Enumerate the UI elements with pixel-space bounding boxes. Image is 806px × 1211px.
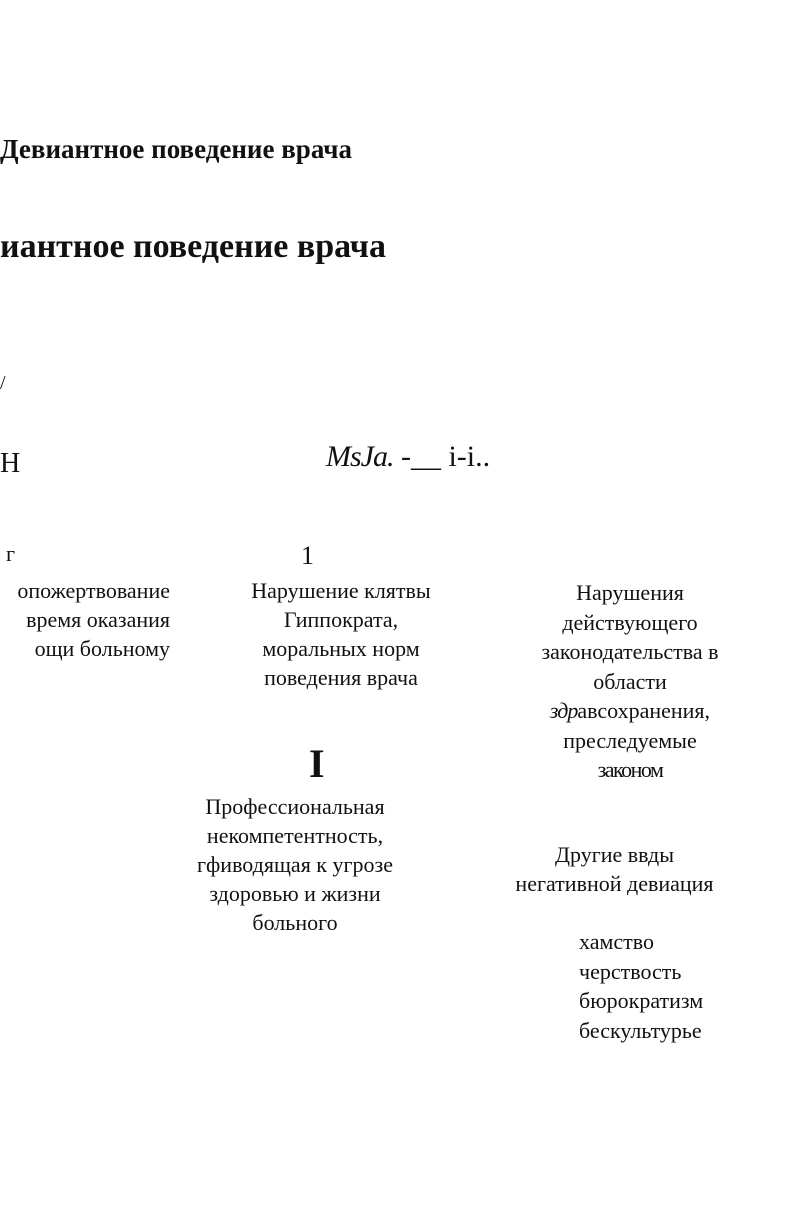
block-line: больного [252, 910, 338, 935]
other-deviation-block [492, 840, 737, 898]
block-line: Нарушения [576, 580, 684, 605]
block-line: преследуемые [563, 727, 697, 753]
block-line: законом [597, 757, 663, 782]
block-line: время оказания [26, 607, 170, 632]
scribble-italic: MsJa. [326, 440, 394, 473]
list-item: черствость [579, 958, 682, 984]
list-item: хамство [579, 929, 655, 954]
healthcare-italic-fragment: здр [549, 698, 578, 723]
roman-numeral-one: I [309, 741, 325, 786]
list-item: бюрократизм [579, 988, 704, 1013]
law-violation-block [520, 578, 740, 785]
block-line: моральных норм [262, 636, 420, 661]
block-line: Другие ввды [555, 842, 674, 867]
block-line [520, 696, 740, 726]
other-deviation-list [579, 927, 703, 1045]
stray-mark: / [0, 372, 6, 394]
block-line: Нарушение клятвы [251, 578, 431, 603]
self-sacrifice-block [0, 576, 170, 663]
block-line: опожертвование [17, 578, 170, 603]
block-line: некомпетентность, [206, 823, 384, 848]
page-title-large: иантное поведение врача [0, 228, 386, 265]
block-line: негативной девиация [515, 871, 714, 896]
block-line: поведения врача [264, 665, 418, 690]
block-line: области [593, 668, 667, 694]
number-one-label: 1 [301, 541, 314, 570]
hippocratic-oath-block [231, 576, 451, 692]
page-title-small: Девиантное поведение врача [0, 134, 352, 164]
block-line: Гиппократа, [283, 607, 399, 632]
block-line: законодательства в [541, 639, 719, 664]
scanned-scribble [326, 440, 490, 474]
left-edge-mark: г [6, 541, 16, 566]
professional-incompetence-block [180, 792, 410, 937]
block-line: гфиводящая к угрозе [197, 852, 393, 877]
scribble-rest: -__ i-i.. [393, 440, 491, 473]
left-edge-glyph: Н [0, 448, 21, 479]
healthcare-rest-fragment: авсохранения, [577, 698, 711, 723]
block-line: здоровью и жизни [209, 881, 381, 906]
block-line: ощи больному [34, 636, 170, 661]
block-line: Профессиональная [205, 794, 385, 819]
block-line: действующего [562, 609, 698, 635]
list-item: бескультурье [579, 1017, 702, 1043]
